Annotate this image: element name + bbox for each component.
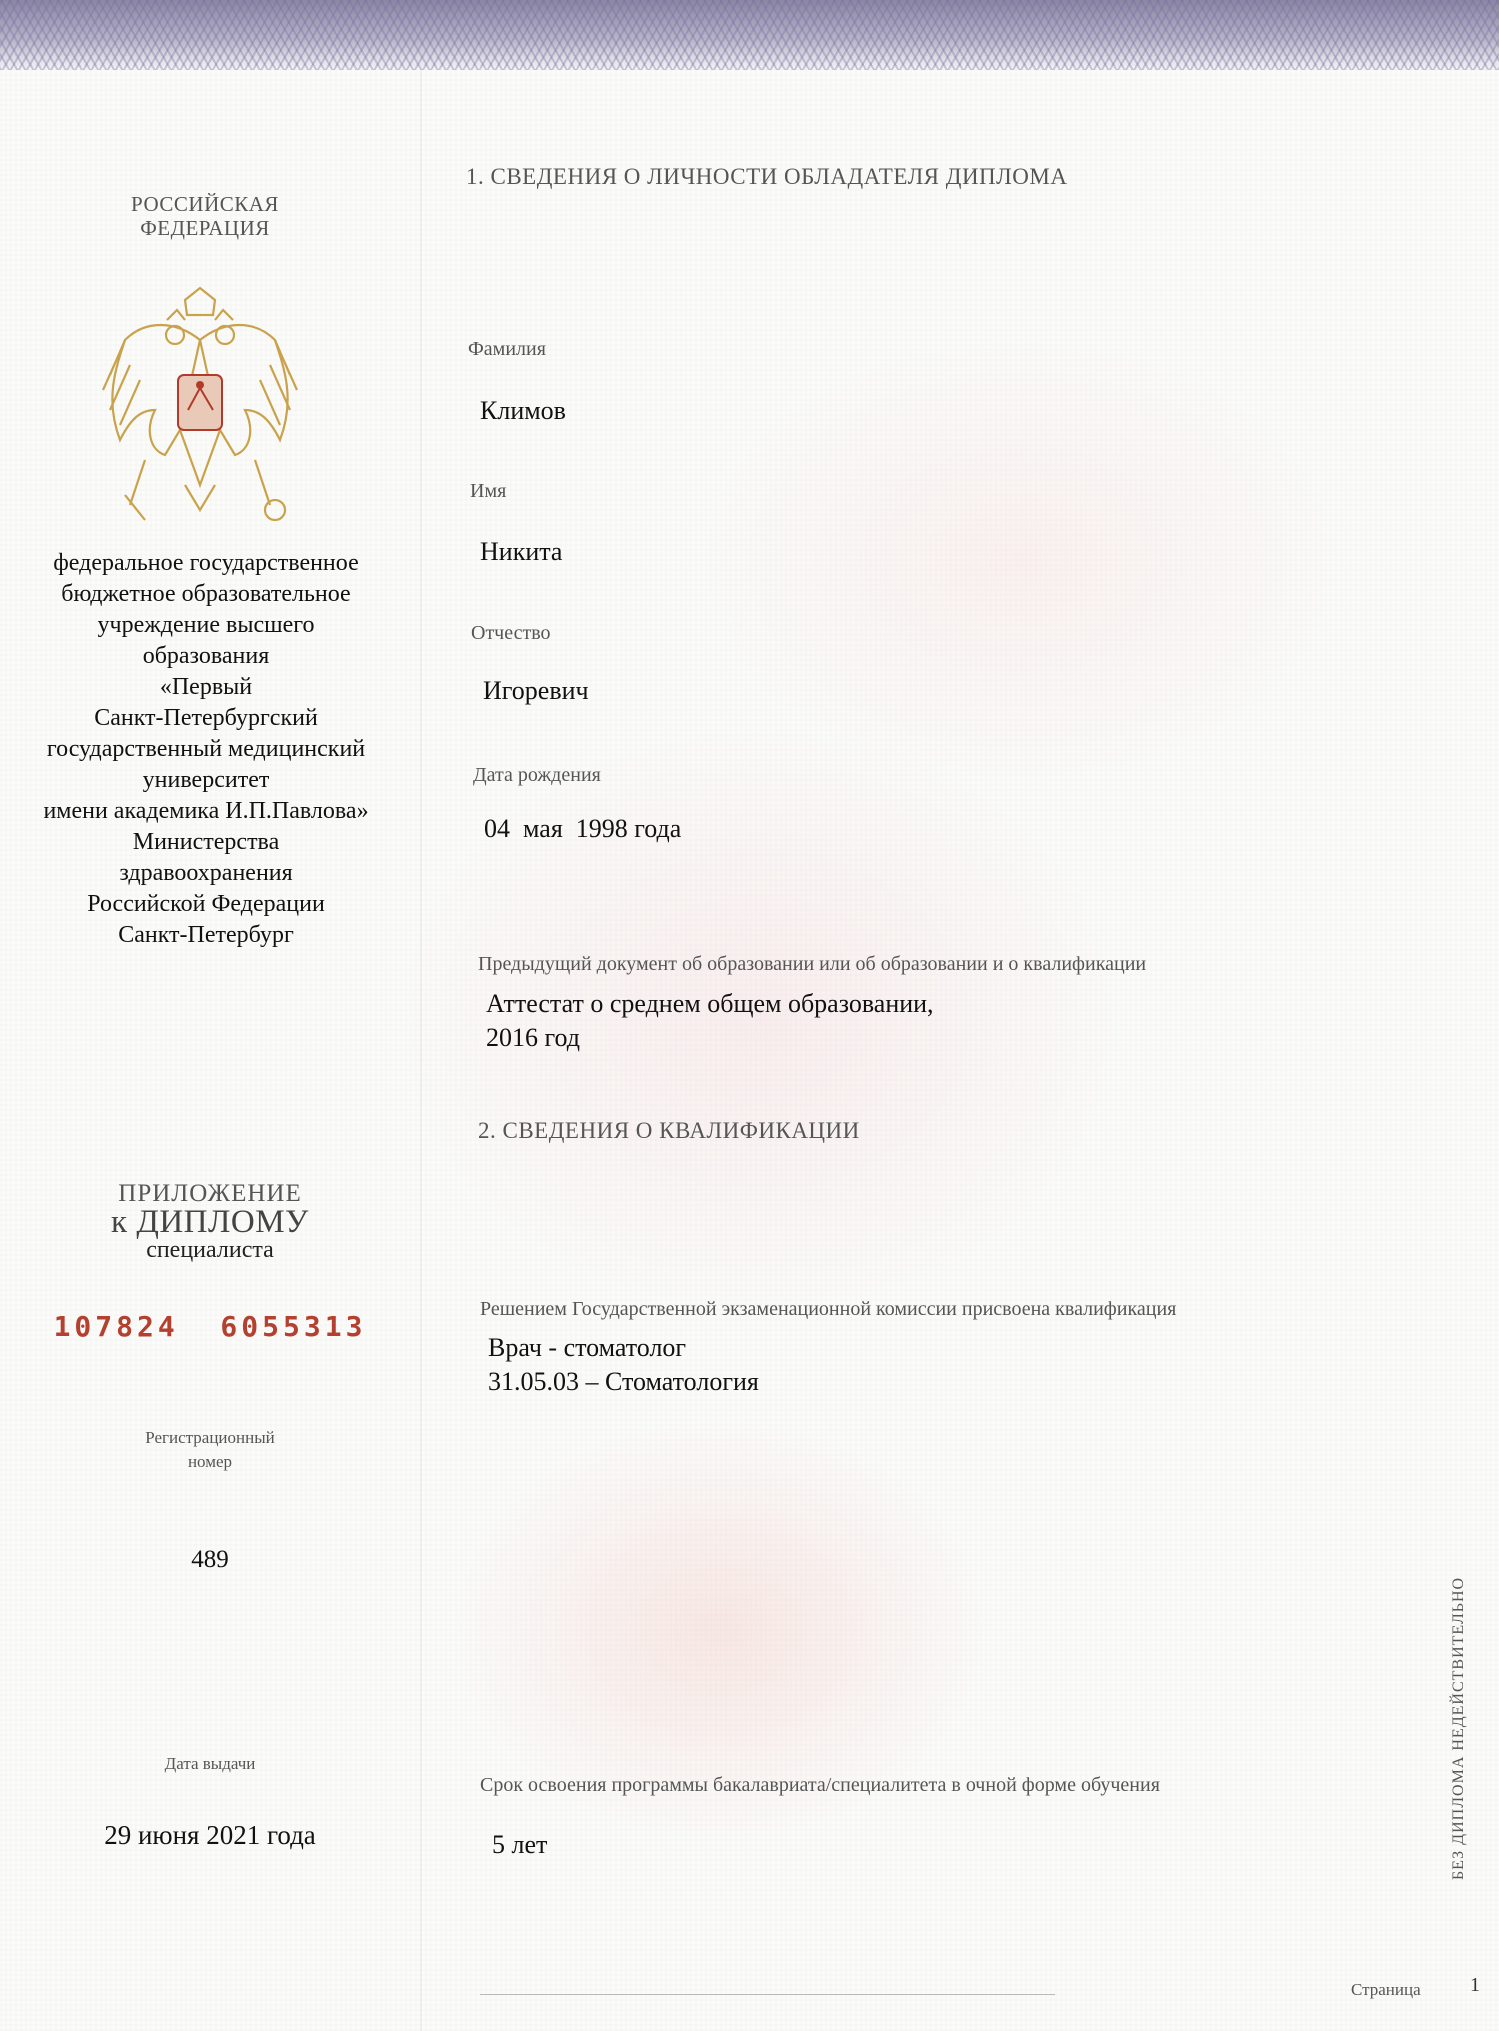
org-line: государственный медицинский	[46, 736, 366, 762]
org-line: Российской Федерации	[87, 891, 325, 917]
org-line: федеральное государственное	[53, 550, 359, 576]
study-term-value: 5 лет	[492, 1830, 548, 1859]
org-line: учреждение высшего	[97, 612, 315, 638]
country-line: ФЕДЕРАЦИЯ	[140, 216, 270, 240]
study-term-label: Срок освоения программы бакалавриата/специалитета в очной форме обучения	[480, 1774, 1160, 1796]
footer-rule	[480, 1994, 1055, 1995]
qualification-value	[488, 1331, 759, 1399]
qualification-line: 31.05.03 – Стоматология	[488, 1367, 759, 1396]
org-line: здравоохранения	[119, 860, 293, 886]
birth-date-label: Дата рождения	[473, 764, 601, 786]
previous-document-value	[486, 987, 934, 1055]
prev-doc-line: 2016 год	[486, 1023, 580, 1052]
patronymic-label: Отчество	[471, 622, 551, 644]
previous-document-label: Предыдущий документ об образовании или об образовании и о квалификации	[478, 953, 1147, 975]
org-line: «Первый	[159, 674, 253, 700]
org-line: имени академика И.П.Павлова»	[43, 798, 369, 824]
name-value: Никита	[480, 537, 563, 566]
qualification-label: Решением Государственной экзаменационной комиссии присвоена квалификация	[480, 1298, 1177, 1320]
issue-date: 29 июня 2021 года	[104, 1820, 316, 1850]
org-line: бюджетное образовательное	[61, 581, 351, 607]
qualification-line: Врач - стоматолог	[488, 1333, 687, 1362]
page-label: Страница	[1351, 1980, 1421, 1999]
birth-date-value: 04 мая 1998 года	[484, 814, 682, 843]
org-line: Министерства	[132, 829, 280, 855]
appendix-title	[80, 1180, 340, 1264]
org-line: Санкт-Петербург	[118, 922, 294, 948]
org-line: университет	[142, 767, 270, 793]
issue-date-label: Дата выдачи	[164, 1754, 256, 1773]
reg-label-line: Регистрационный	[145, 1428, 275, 1447]
page-fold	[420, 70, 422, 2031]
prev-doc-line: Аттестат о среднем общем образовании,	[486, 989, 934, 1018]
reg-label-line: номер	[187, 1452, 233, 1471]
invalid-without-diploma-stamp: БЕЗ ДИПЛОМА НЕДЕЙСТВИТЕЛЬНО	[1450, 1576, 1467, 1880]
registration-label	[110, 1426, 310, 1474]
country-line: РОССИЙСКАЯ	[131, 192, 279, 216]
appendix-line-1: ПРИЛОЖЕНИЕ	[118, 1180, 302, 1207]
registration-number: 489	[191, 1546, 229, 1573]
page-number: 1	[1470, 1974, 1480, 1996]
serial-number: 107824 6055313	[53, 1310, 367, 1343]
appendix-line-2: к ДИПЛОМУ	[111, 1204, 309, 1240]
left-column	[0, 0, 420, 2031]
section-1-heading: 1. СВЕДЕНИЯ О ЛИЧНОСТИ ОБЛАДАТЕЛЯ ДИПЛОМА	[466, 164, 1068, 189]
surname-label: Фамилия	[468, 338, 546, 360]
org-line: образования	[142, 643, 270, 669]
country-name	[95, 192, 315, 240]
organization-name	[6, 548, 406, 951]
section-2-heading: 2. СВЕДЕНИЯ О КВАЛИФИКАЦИИ	[478, 1118, 860, 1143]
appendix-line-3: специалиста	[146, 1237, 274, 1263]
org-line: Санкт-Петербургский	[94, 705, 318, 731]
patronymic-value: Игоревич	[483, 676, 589, 705]
coat-of-arms-icon	[85, 280, 315, 525]
name-label: Имя	[470, 480, 507, 502]
surname-value: Климов	[480, 396, 566, 425]
